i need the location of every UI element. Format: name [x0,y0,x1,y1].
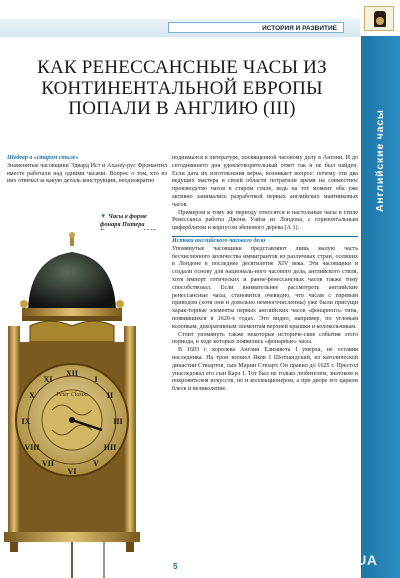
col2-para2: Примером к тому же периоду относятся и настольные часы в стиле Ренессанса работы Джона Уайза из Лондона, с горизонтальным циферблатом и корпусом эбенового дерева (А 1). [172,209,358,232]
caption-text: Часы в форме фонаря Питера [100,213,147,228]
thumbnail-clock-dial [376,17,384,25]
svg-text:VII: VII [41,459,55,468]
col2-para4: Стоит упомянуть также некоторые историче-ские события этого периода, в ходе которых появились «фонарные» часы. [172,331,358,346]
svg-text:XII: XII [65,369,79,378]
lantern-clock-image [0,230,170,578]
col2-para1: поднимался в литературе, посвященной часовому делу в Англии. И до сегодняшнего дня удовлетворительный ответ так и не был найден. Если дата их изготовления верна, возникает вопрос: почему эти два ведущих мастера в своей области потратили время на совместное производство часов в старом стиле, ведь на тот момент оба уже активно занимались разработкой первых английских маятниковых часов. [172,155,358,208]
subhead-masterpiece: Шедевр в «старом стиле» [7,155,79,161]
side-label: Английские часы [374,109,386,212]
column-right [172,155,358,394]
clock-thumbnail [364,6,394,31]
subhead-origins: Истоки английского часового дела [172,236,358,246]
svg-text:VI: VI [67,467,77,476]
section-tag: ИСТОРИЯ И РАЗВИТИЕ [168,22,344,33]
col2-para3: Упомянутые часовщики представляют лишь малую часть бесчисленного количества иммигрантов из различных стран, осевших в Лондоне в последнее десятилетие XIV века. Эти часовщики и создали основу для националь-ного часового дела, английского стиля, хотя импорт готических и ранне-ренессансных часов также тому способствовал. Если внимательнее рассмотреть английские ренессансные часы, становится очевидно, что часам с гиревым приводом (хотя они и довольно немногочисленны) уже были присущи харак-терные элементы первых английских часов «фонарного» типа, появившихся в 1620-х годах. Это видно, например, по угловым колонкам, декоративным элементам верхней крышки и колокольчикам. [172,245,358,330]
svg-text:V: V [93,459,99,468]
svg-text:II: II [106,391,114,400]
svg-text:IX: IX [21,417,31,426]
svg-text:X: X [29,391,35,400]
svg-text:XI: XI [43,375,53,384]
svg-text:I: I [94,375,98,384]
page-title: КАК РЕНЕССАНСНЫЕ ЧАСЫ ИЗ КОНТИНЕНТАЛЬНОЙ ЕВРОПЫ ПОПАЛИ В АНГЛИЮ (III) [37,57,327,119]
svg-text:IIII: IIII [103,443,117,452]
dial-inscription: Peter Closon [56,392,88,398]
caption-triangle-icon: ▼ [100,213,107,220]
column-left [7,155,167,186]
svg-text:VIII: VIII [24,443,40,452]
page-number: 5 [173,562,178,571]
col2-para5: В 1603 г. королева Англии Елизавета I умерла, не оставив наследника. На трон взошел Яков I Шотландский, из католической династии Стюартов, сын Марии Стюарт. Он правил до 1625 г. Престол унаследовал его сын Карл I. Тот был не только любителем, знатоком и покровителем искусств, но и коллекционером, а при дворе его царили блеск и великолепие. [172,347,358,393]
svg-text:III: III [113,417,123,426]
col1-text: Знаменитые часовщики Эдвард Ист и Ахазеу-рус Фромантил вместе работали над одними часами. Вопрос о том, кто из них отвечал за какую деталь конструкции, неоднократно [7,162,167,185]
watermark: UNC.UA [320,552,378,568]
side-label-wrap [361,36,400,236]
